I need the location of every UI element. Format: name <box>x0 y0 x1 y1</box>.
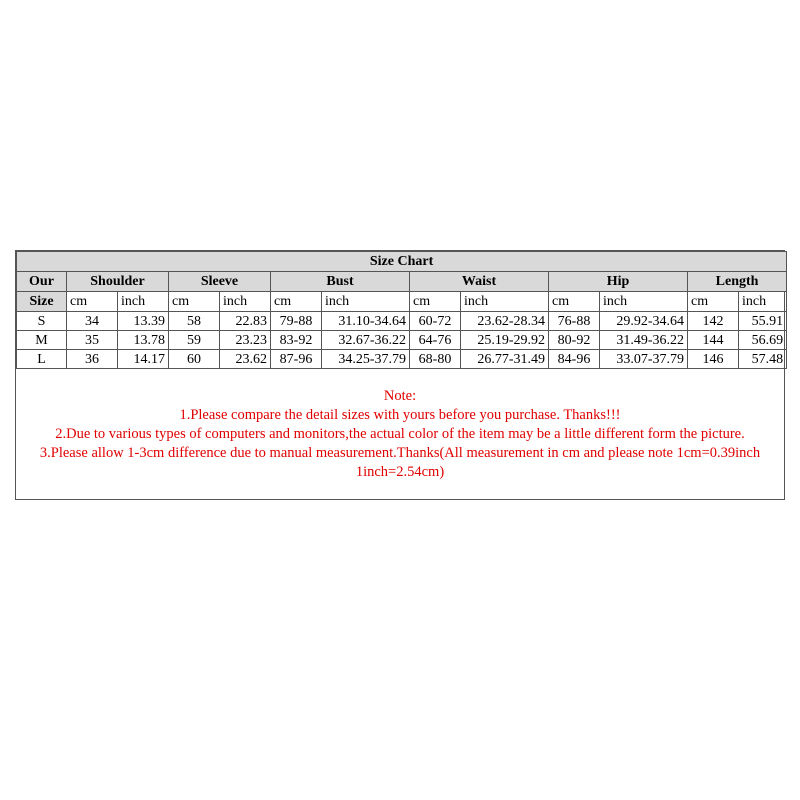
unit-cm: cm <box>271 292 322 312</box>
table-cell: 144 <box>688 331 739 350</box>
table-cell: 34.25-37.79 <box>322 350 410 369</box>
header-sleeve: Sleeve <box>169 272 271 292</box>
table-cell: 68-80 <box>410 350 461 369</box>
size-chart-title: Size Chart <box>17 252 787 272</box>
table-cell: 146 <box>688 350 739 369</box>
table-cell: 26.77-31.49 <box>461 350 549 369</box>
unit-cm: cm <box>549 292 600 312</box>
header-shoulder: Shoulder <box>67 272 169 292</box>
header-hip: Hip <box>549 272 688 292</box>
note-line: 3.Please allow 1-3cm difference due to manual measurement.Thanks(All measurement in cm and please note 1cm=0.39inch <box>39 445 761 461</box>
table-cell: 55.91 <box>739 312 787 331</box>
table-cell: 76-88 <box>549 312 600 331</box>
table-row <box>17 331 787 350</box>
our-size-label-top: Our <box>17 272 67 292</box>
table-cell: 31.10-34.64 <box>322 312 410 331</box>
table-row <box>17 312 787 331</box>
table-cell: 142 <box>688 312 739 331</box>
table-cell: 23.62-28.34 <box>461 312 549 331</box>
unit-inch: inch <box>118 292 169 312</box>
table-cell: 14.17 <box>118 350 169 369</box>
table-cell: 84-96 <box>549 350 600 369</box>
header-length: Length <box>688 272 787 292</box>
table-cell: 56.69 <box>739 331 787 350</box>
table-cell: 34 <box>67 312 118 331</box>
table-cell: 58 <box>169 312 220 331</box>
table-cell: 36 <box>67 350 118 369</box>
table-cell: 57.48 <box>739 350 787 369</box>
size-cell: S <box>17 312 67 331</box>
table-cell: 80-92 <box>549 331 600 350</box>
note-line: 1inch=2.54cm) <box>355 464 445 480</box>
table-cell: 23.62 <box>220 350 271 369</box>
note-line: 2.Due to various types of computers and monitors,the actual color of the item may be a little different form the picture. <box>55 426 745 442</box>
table-cell: 60 <box>169 350 220 369</box>
table-cell: 60-72 <box>410 312 461 331</box>
table-cell: 79-88 <box>271 312 322 331</box>
size-cell: M <box>17 331 67 350</box>
table-cell: 32.67-36.22 <box>322 331 410 350</box>
table-cell: 23.23 <box>220 331 271 350</box>
table-row <box>17 350 787 369</box>
table-cell: 35 <box>67 331 118 350</box>
size-chart-table <box>16 251 787 369</box>
table-cell: 33.07-37.79 <box>600 350 688 369</box>
unit-inch: inch <box>739 292 787 312</box>
table-cell: 13.39 <box>118 312 169 331</box>
table-cell: 64-76 <box>410 331 461 350</box>
notes-heading: Note: <box>383 388 417 404</box>
our-size-label-bottom: Size <box>17 292 67 312</box>
size-cell: L <box>17 350 67 369</box>
unit-cm: cm <box>67 292 118 312</box>
unit-inch: inch <box>461 292 549 312</box>
table-cell: 25.19-29.92 <box>461 331 549 350</box>
unit-inch: inch <box>600 292 688 312</box>
note-line: 1.Please compare the detail sizes with yours before you purchase. Thanks!!! <box>179 407 621 423</box>
header-bust: Bust <box>271 272 410 292</box>
table-cell: 13.78 <box>118 331 169 350</box>
table-cell: 22.83 <box>220 312 271 331</box>
table-cell: 87-96 <box>271 350 322 369</box>
unit-cm: cm <box>169 292 220 312</box>
table-cell: 83-92 <box>271 331 322 350</box>
size-chart <box>15 250 785 500</box>
table-cell: 29.92-34.64 <box>600 312 688 331</box>
unit-inch: inch <box>220 292 271 312</box>
unit-cm: cm <box>410 292 461 312</box>
table-cell: 31.49-36.22 <box>600 331 688 350</box>
unit-cm: cm <box>688 292 739 312</box>
header-waist: Waist <box>410 272 549 292</box>
unit-inch: inch <box>322 292 410 312</box>
notes-section <box>16 369 784 482</box>
table-cell: 59 <box>169 331 220 350</box>
